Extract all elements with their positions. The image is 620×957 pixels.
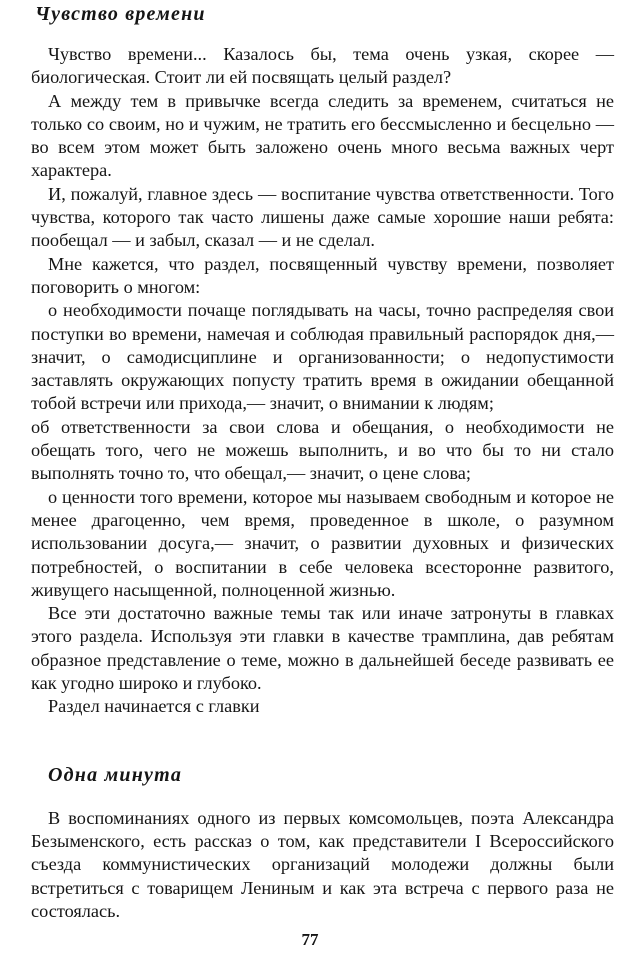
paragraph: Все эти достаточно важные темы так или иначе затронуты в главках этого раздела. Используя эти главки в качестве трамплина, дав ребятам образное представление о теме, можно в дальнейшей беседе развивать ее как угодно широко и глубоко.: [31, 603, 614, 694]
paragraph: И, пожалуй, главное здесь — воспитание чувства ответственности. Того чувства, которого так часто лишены даже самые хорошие наши ребята: пообещал — и забыл, сказал — и не сделал.: [31, 183, 614, 251]
spacer: [31, 26, 614, 43]
paragraph: Раздел начинается с главки: [48, 696, 260, 717]
paragraph: об ответственности за свои слова и обещания, о необходимости не обещать того, чего не можешь выполнить, и во что бы то ни стало выполнять точно то, что обещал,— значит, о цене слова;: [31, 416, 614, 484]
paragraph: о ценности того времени, которое мы называем свободным и которое не менее драгоценно, чем время, проведенное в школе, о разумном использовании досуга,— значит, о развитии духовных и физических потребностей, о воспитании в себе человека всесторонне развитого, живущего насыщенной, полноценной жизнью.: [31, 486, 614, 600]
paragraph: В воспоминаниях одного из первых комсомольцев, поэта Александра Безыменского, есть рассказ о том, как представители I Всероссийского съезда коммунистических организаций молодежи должны были встретиться с товарищем Лениным и как эта встреча с первого раза не состоялась.: [31, 807, 614, 921]
page-number: 77: [301, 930, 319, 949]
paragraph: А между тем в привычке всегда следить за временем, считаться не только со своим, но и чужим, не тратить его бессмысленно и бесцельно — во всем этом может быть заложено очень много весьма важных черт характера.: [31, 90, 614, 181]
section-heading-one-minute: Одна минута: [48, 763, 183, 786]
section-heading-time: Чувство времени: [35, 3, 206, 25]
paragraph: Чувство времени... Казалось бы, тема очень узкая, скорее — биологическая. Стоит ли ей посвящать целый раздел?: [31, 44, 614, 88]
paragraph: Мне кажется, что раздел, посвященный чувству времени, позволяет поговорить о многом:: [31, 253, 614, 297]
paragraph: о необходимости почаще поглядывать на часы, точно распределяя свои поступки во времени, намечая и соблюдая правильный распорядок дня,— значит, о самодисциплине и организованности; о недопустимости заставлять окружающих попусту тратить время в ожидании обещанной тобой встречи или прихода,— значит, о внимании к людям;: [31, 300, 614, 414]
